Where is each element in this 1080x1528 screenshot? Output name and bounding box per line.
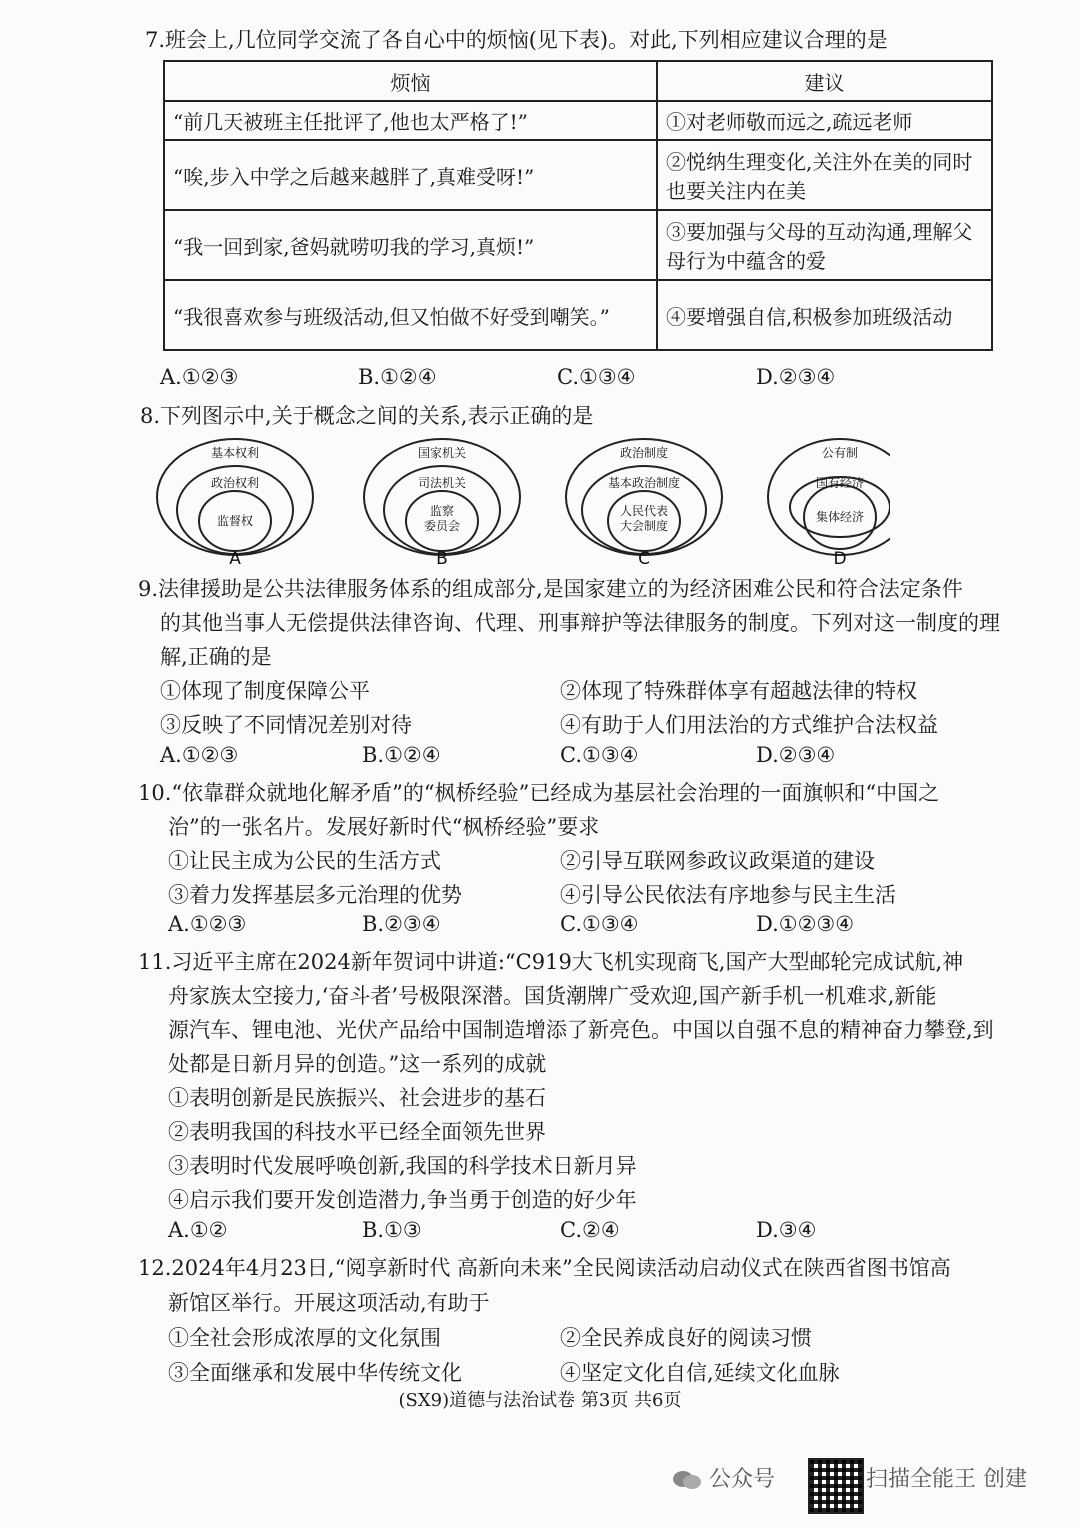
q9-line-3: 解,正确的是: [160, 645, 272, 669]
watermark-right-text: 扫描全能王 创建: [866, 1467, 1027, 1492]
q7-option-a: A.①②③: [160, 365, 239, 389]
q11-option-d: D.③④: [756, 1218, 817, 1242]
q10-item-4: ④引导公民依法有序地参与民主生活: [560, 883, 896, 907]
q7-worry-4: “我很喜欢参与班级活动,但又怕做不好受到嘲笑。”: [164, 280, 657, 350]
q10-item-1: ①让民主成为公民的生活方式: [168, 849, 441, 873]
q7-worry-1: “前几天被班主任批评了,他也太严格了!”: [164, 101, 657, 140]
q7-header-advice: 建议: [657, 61, 992, 101]
q7-header-worry: 烦恼: [164, 61, 657, 101]
q9-option-b: B.①②④: [362, 743, 441, 767]
q11-item-1: ①表明创新是民族振兴、社会进步的基石: [168, 1086, 546, 1110]
venn-c-inner-label-2: 大会制度: [619, 519, 669, 533]
q9-option-d: D.②③④: [756, 743, 836, 767]
venn-a-outer-label: 基本权利: [210, 446, 260, 460]
venn-a-middle-label: 政治权利: [210, 476, 260, 490]
q9-option-c: C.①③④: [560, 743, 639, 767]
venn-a-inner-label: 监督权: [216, 514, 254, 528]
venn-b-inner-label-2: 委员会: [423, 519, 461, 533]
q7-advice-1: ①对老师敬而远之,疏远老师: [657, 101, 992, 140]
venn-c-letter: C: [638, 549, 650, 569]
q10-option-c: C.①③④: [560, 912, 639, 936]
venn-d-middle-label: 国有经济: [815, 476, 865, 490]
q11-line-1: 11.习近平主席在2024新年贺词中讲道:“C919大飞机实现商飞,国产大型邮轮完成试航,神: [138, 950, 964, 974]
q7-option-b: B.①②④: [358, 365, 437, 389]
venn-b-inner-label: 监察: [429, 504, 455, 518]
q10-option-b: B.②③④: [362, 912, 441, 936]
q12-item-3: ③全面继承和发展中华传统文化: [168, 1361, 462, 1385]
q11-item-2: ②表明我国的科技水平已经全面领先世界: [168, 1120, 546, 1144]
venn-b-outer-label: 国家机关: [417, 446, 467, 460]
venn-b-middle-label: 司法机关: [417, 476, 467, 490]
q12-item-2: ②全民养成良好的阅读习惯: [560, 1326, 812, 1350]
venn-d-letter: D: [833, 549, 847, 569]
q9-item-1: ①体现了制度保障公平: [160, 679, 370, 703]
q7-worry-2: “唉,步入中学之后越来越胖了,真难受呀!”: [164, 140, 657, 210]
venn-c-outer-label: 政治制度: [619, 446, 669, 460]
watermark-account: [672, 1462, 775, 1493]
venn-c-middle-label: 基本政治制度: [607, 476, 681, 490]
q11-item-3: ③表明时代发展呼唤创新,我国的科学技术日新月异: [168, 1154, 637, 1178]
q10-line-2: 治”的一张名片。发展好新时代“枫桥经验”要求: [168, 815, 600, 839]
q9-item-2: ②体现了特殊群体享有超越法律的特权: [560, 679, 917, 703]
q10-option-a: A.①②③: [168, 912, 247, 936]
q11-option-b: B.①③: [362, 1218, 422, 1242]
q7-worry-3: “我一回到家,爸妈就唠叨我的学习,真烦!”: [164, 210, 657, 280]
q8-diagram-a: [150, 435, 890, 570]
q12-item-1: ①全社会形成浓厚的文化氛围: [168, 1326, 441, 1350]
q12-item-4: ④坚定文化自信,延续文化血脉: [560, 1361, 840, 1385]
venn-a-letter: A: [229, 549, 241, 569]
page-footer: (SX9)道德与法治试卷 第3页 共6页: [398, 1390, 682, 1411]
q9-line-2: 的其他当事人无偿提供法律咨询、代理、刑事辩护等法律服务的制度。下列对这一制度的理: [160, 611, 1000, 635]
q9-line-1: 9.法律援助是公共法律服务体系的组成部分,是国家建立的为经济困难公民和符合法定条件: [138, 577, 963, 601]
venn-d-outer-label: 公有制: [821, 446, 859, 460]
q11-option-a: A.①②: [168, 1218, 228, 1242]
q7-advice-3: ③要加强与父母的互动沟通,理解父母行为中蕴含的爱: [657, 210, 992, 280]
qr-code-icon: [808, 1458, 864, 1514]
q10-option-d: D.①②③④: [756, 912, 855, 936]
q9-item-4: ④有助于人们用法治的方式维护合法权益: [560, 713, 938, 737]
q10-line-1: 10.“依靠群众就地化解矛盾”的“枫桥经验”已经成为基层社会治理的一面旗帜和“中国之: [138, 781, 940, 805]
q7-option-c: C.①③④: [557, 365, 636, 389]
watermark-left-text: 公众号: [709, 1467, 776, 1492]
q7-advice-4: ④要增强自信,积极参加班级活动: [657, 280, 992, 350]
q9-item-3: ③反映了不同情况差别对待: [160, 713, 412, 737]
q11-line-3: 源汽车、锂电池、光伏产品给中国制造增添了新亮色。中国以自强不息的精神奋力攀登,到: [168, 1018, 994, 1042]
q12-line-1: 12.2024年4月23日,“阅享新时代 高新向未来”全民阅读活动启动仪式在陕西省图书馆高: [138, 1256, 951, 1280]
q7-stem: 7.班会上,几位同学交流了各自心中的烦恼(见下表)。对此,下列相应建议合理的是: [145, 28, 888, 52]
venn-b-letter: B: [436, 549, 448, 569]
q11-item-4: ④启示我们要开发创造潜力,争当勇于创造的好少年: [168, 1188, 637, 1212]
venn-c-inner-label: 人民代表: [619, 504, 669, 518]
q11-line-2: 舟家族太空接力,‘奋斗者’号极限深潜。国货潮牌广受欢迎,国产新手机一机难求,新能: [168, 984, 937, 1008]
q7-advice-2: ②悦纳生理变化,关注外在美的同时也要关注内在美: [657, 140, 992, 210]
q10-item-3: ③着力发挥基层多元治理的优势: [168, 883, 462, 907]
q11-line-4: 处都是日新月异的创造。”这一系列的成就: [168, 1052, 547, 1076]
q8-stem: 8.下列图示中,关于概念之间的关系,表示正确的是: [140, 404, 594, 428]
q7-table: [163, 60, 993, 351]
q7-option-d: D.②③④: [756, 365, 836, 389]
q10-item-2: ②引导互联网参政议政渠道的建设: [560, 849, 875, 873]
q12-line-2: 新馆区举行。开展这项活动,有助于: [168, 1291, 490, 1315]
q11-option-c: C.②④: [560, 1218, 620, 1242]
venn-d-inner-label: 集体经济: [815, 510, 865, 524]
q9-option-a: A.①②③: [160, 743, 239, 767]
wechat-icon: [672, 1469, 702, 1491]
